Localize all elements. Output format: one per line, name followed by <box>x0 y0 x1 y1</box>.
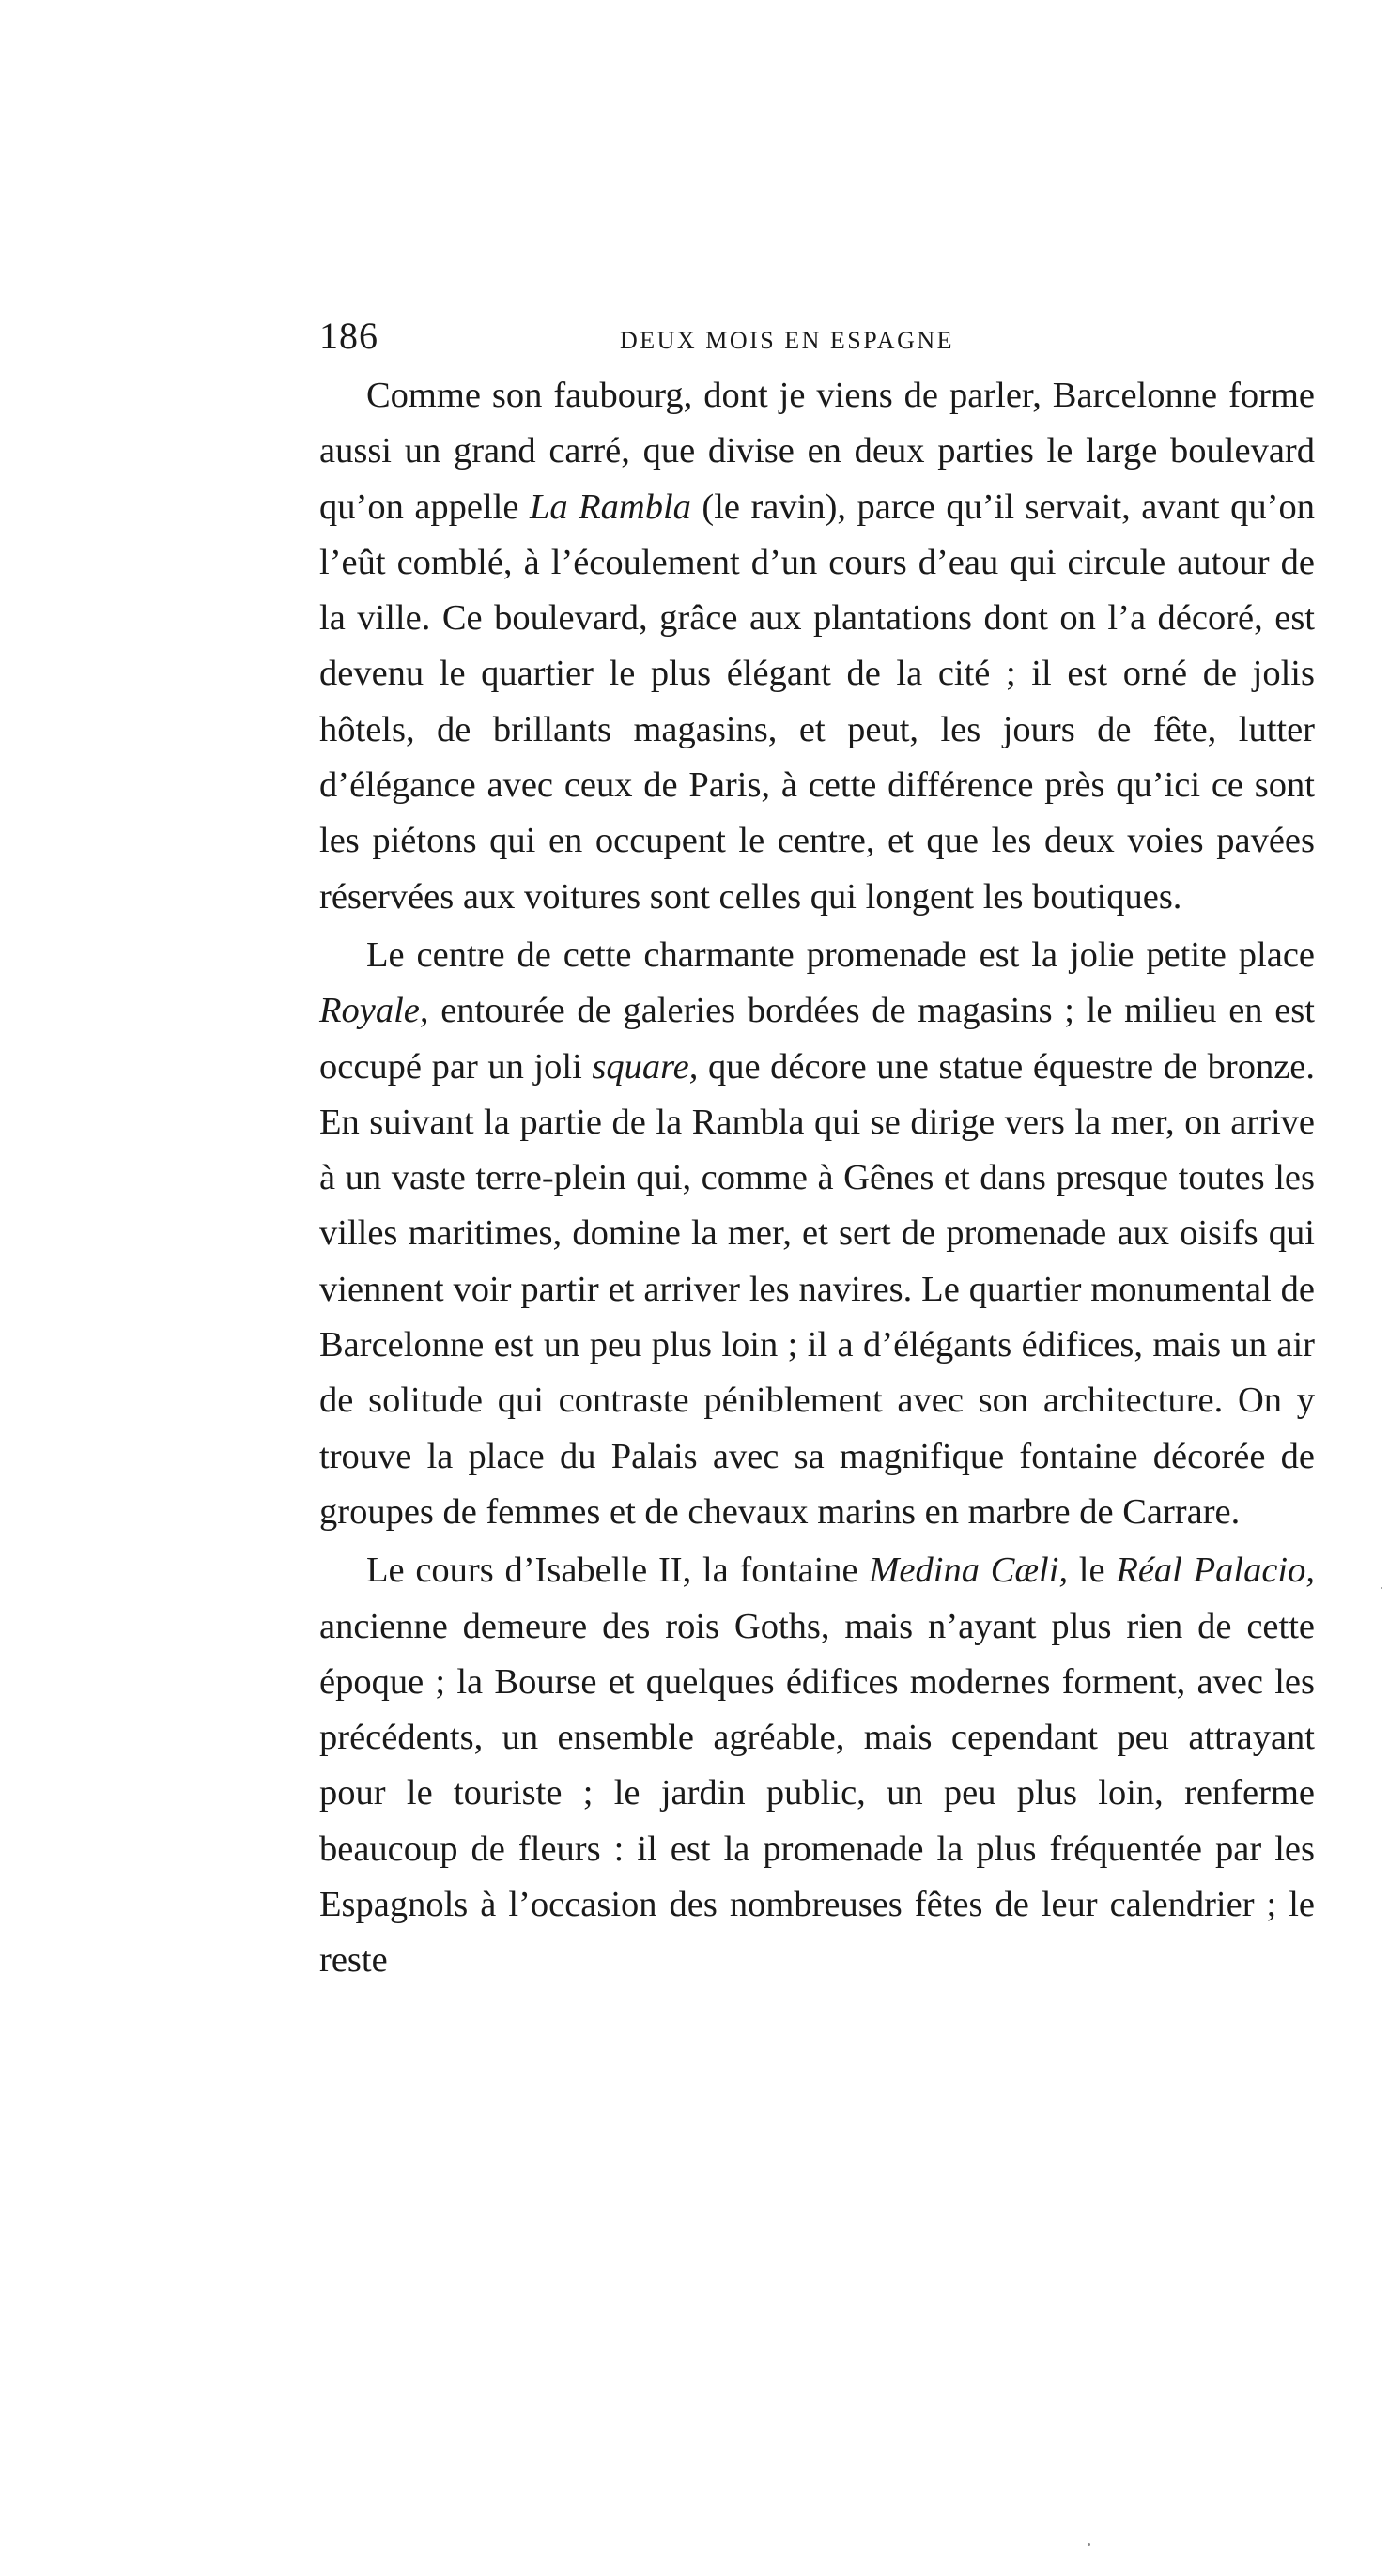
text-run: ancienne demeure des rois Goths, mais n’ayant plus rien de cette époque ; la Bourse et quelques édifices modernes forment, avec les précédents, un ensemble agréable, mais cependant peu attrayant pour le touriste ; le jardin public, un peu plus loin, renferme beaucoup de fleurs : il est la promenade la plus fréquentée par les Espagnols à l’occasion des nombreuses fêtes de leur calendrier ; le reste <box>319 1606 1315 1981</box>
text-run: le <box>1068 1550 1117 1591</box>
text-run: Le cours d’Isabelle II, la fontaine <box>366 1550 870 1591</box>
page-header <box>319 314 1315 361</box>
italic-term-square: square, <box>592 1046 699 1087</box>
paragraph <box>319 368 1315 925</box>
paper-speck <box>1088 2543 1090 2546</box>
paragraph <box>319 928 1315 1540</box>
italic-term-medina-caeli: Medina Cæli, <box>869 1550 1069 1591</box>
italic-term-la-rambla: La Rambla <box>529 486 691 527</box>
paragraph <box>319 1543 1315 1988</box>
running-title: DEUX MOIS EN ESPAGNE <box>620 327 955 354</box>
body-text <box>319 368 1315 1989</box>
text-run: Le centre de cette charmante promenade est la jolie petite place <box>366 934 1315 975</box>
page-number: 186 <box>319 315 378 357</box>
text-run: (le ravin), parce qu’il servait, avant qu’on l’eût comblé, à l’écoulement d’un cours d’eau qui circule autour de la ville. Ce boulevard, grâce aux plantations dont on l’a décoré, est devenu le quartier le plus élégant de la cité ; il est orné de jolis hôtels, de brillants magasins, et peut, les jours de fête, lutter d’élégance avec ceux de Paris, à cette différence près qu’ici ce sont les piétons qui en occupent le centre, et que les deux voies pavées réservées aux voitures sont celles qui longent les boutiques. <box>319 486 1315 917</box>
text-run: entourée de galeries bordées de magasins ; le milieu en est occupé par un joli <box>319 991 1315 1087</box>
paper-speck <box>1381 1587 1382 1589</box>
text-run: Comme son faubourg, dont je viens de parler, Barcelonne forme aussi un grand carré, que divise en deux parties le large boulevard qu’on appelle <box>319 376 1315 527</box>
italic-term-real-palacio: Réal Palacio, <box>1116 1550 1315 1591</box>
italic-term-royale: Royale, <box>319 991 429 1031</box>
text-run: que décore une statue équestre de bronze. En suivant la partie de la Rambla qui se dirige vers la mer, on arrive à un vaste terre-plein qui, comme à Gênes et dans presque toutes les villes maritimes, domine la mer, et sert de promenade aux oisifs qui viennent voir partir et arriver les navires. Le quartier monumental de Barcelonne est un peu plus loin ; il a d’élégants édifices, mais un air de solitude qui contraste péniblement avec son architecture. On y trouve la place du Palais avec sa magnifique fontaine décorée de groupes de femmes et de chevaux marins en marbre de Carrare. <box>319 1046 1315 1532</box>
